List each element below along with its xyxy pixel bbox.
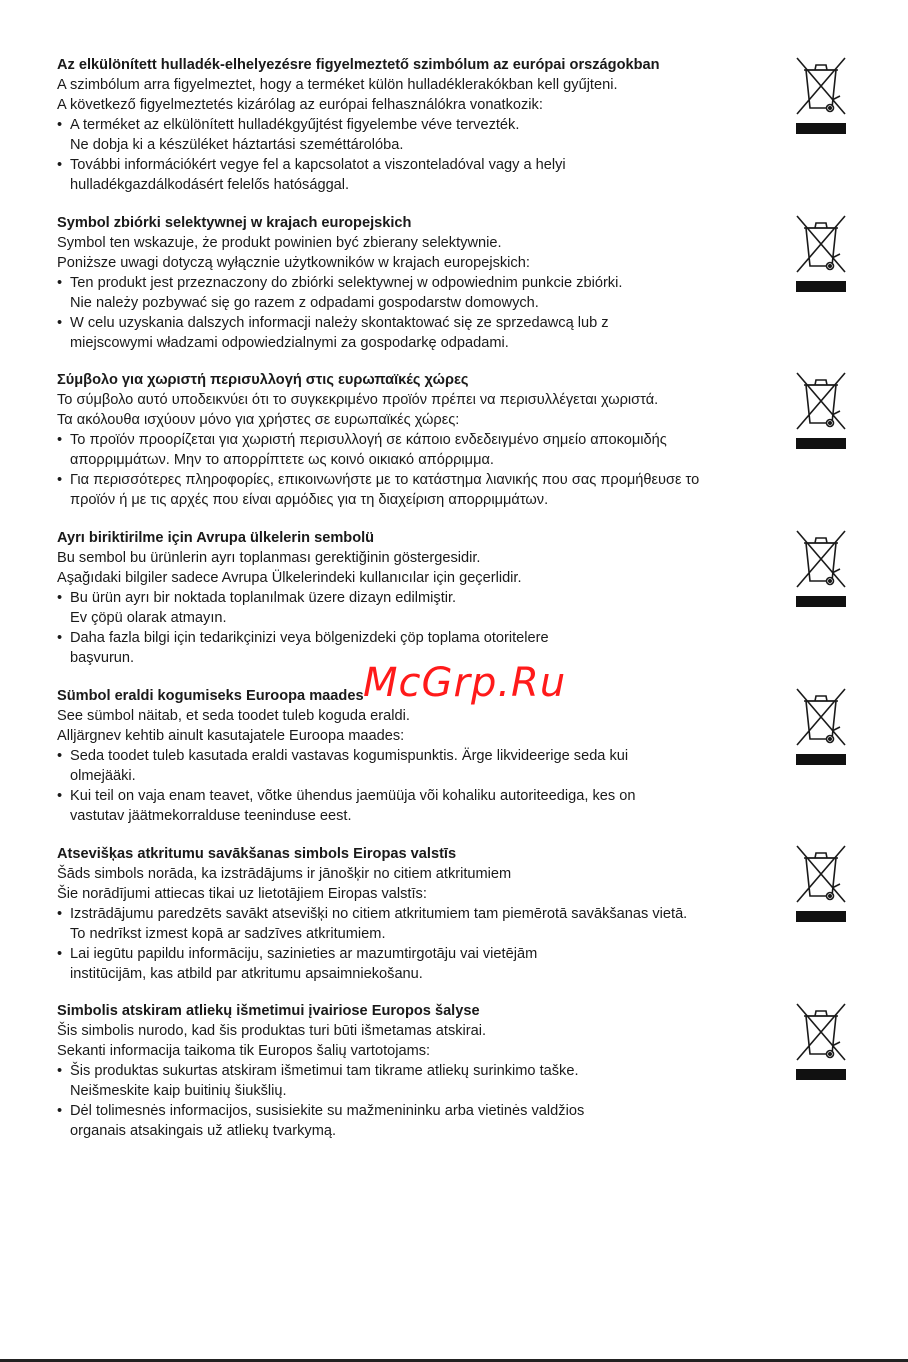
bullet-item: • Bu ürün ayrı bir noktada toplanılmak üzere dizayn edilmiştir. xyxy=(57,588,787,608)
section-title: Σύμβολο για χωριστή περισυλλογή στις ευρωπαϊκές χώρες xyxy=(57,372,469,388)
section-line: Šie norādījumi attiecas tikai uz lietotājiem Eiropas valstīs: xyxy=(57,886,427,902)
section-line: See sümbol näitab, et seda toodet tuleb koguda eraldi. xyxy=(57,708,410,724)
section-line: A szimbólum arra figyelmeztet, hogy a terméket külön hulladéklerakókban kell gyűjteni. xyxy=(57,77,618,93)
bullet-item: • További információkért vegye fel a kapcsolatot a viszonteladóval vagy a helyi xyxy=(57,155,787,175)
watermark: McGrp.Ru xyxy=(363,660,567,706)
section-greek xyxy=(57,370,787,510)
bullet-continuation: miejscowymi władzami odpowiedzialnymi za gospodarkę odpadami. xyxy=(70,335,509,351)
bullet-item: • Seda toodet tuleb kasutada eraldi vastavas kogumispunktis. Ärge likvideerige seda kui xyxy=(57,746,787,766)
crossed-out-wheelie-bin-icon xyxy=(793,529,849,609)
bullet-continuation: organais atsakingais už atliekų tvarkymą. xyxy=(70,1123,337,1139)
section-line: Symbol ten wskazuje, że produkt powinien być zbierany selektywnie. xyxy=(57,235,502,251)
section-title: Sümbol eraldi kogumiseks Euroopa maades xyxy=(57,688,364,704)
section-line: Τα ακόλουθα ισχύουν μόνο για χρήστες σε ευρωπαϊκές χώρες: xyxy=(57,412,460,428)
section-line: Sekanti informacija taikoma tik Europos šalių vartotojams: xyxy=(57,1043,431,1059)
section-line: Šāds simbols norāda, ka izstrādājums ir jānošķir no citiem atkritumiem xyxy=(57,866,512,882)
bullet-item: • A terméket az elkülönített hulladékgyűjtést figyelembe véve tervezték. xyxy=(57,115,787,135)
section-turkish xyxy=(57,528,787,668)
section-line: Aşağıdaki bilgiler sadece Avrupa Ülkelerindeki kullanıcılar için geçerlidir. xyxy=(57,570,522,586)
section-latvian xyxy=(57,844,787,984)
crossed-out-wheelie-bin-icon xyxy=(793,687,849,767)
section-line: Alljärgnev kehtib ainult kasutajatele Euroopa maades: xyxy=(57,728,405,744)
bullet-continuation: vastutav jäätmekorralduse teeninduse eest. xyxy=(70,808,352,824)
section-line: A következő figyelmeztetés kizárólag az európai felhasználókra vonatkozik: xyxy=(57,97,543,113)
section-title: Az elkülönített hulladék-elhelyezésre figyelmeztető szimbólum az európai országokban xyxy=(57,57,660,73)
bullet-continuation: Ev çöpü olarak atmayın. xyxy=(70,610,227,626)
bullet-item: • Lai iegūtu papildu informāciju, sazinieties ar mazumtirgotāju vai vietējām xyxy=(57,944,787,964)
section-hungarian xyxy=(57,55,787,195)
bullet-continuation: institūcijām, kas atbild par atkritumu apsaimniekošanu. xyxy=(70,966,423,982)
bullet-item: • Για περισσότερες πληροφορίες, επικοινωνήστε με το κατάστημα λιανικής που σας προμήθευσε το xyxy=(57,470,787,490)
section-lithuanian xyxy=(57,1001,787,1141)
bullet-item: • Daha fazla bilgi için tedarikçinizi veya bölgenizdeki çöp toplama otoritelere xyxy=(57,628,787,648)
section-title: Symbol zbiórki selektywnej w krajach europejskich xyxy=(57,215,412,231)
bullet-continuation: προϊόν ή με τις αρχές που είναι αρμόδιες για τη διαχείριση απορριμμάτων. xyxy=(70,492,549,508)
crossed-out-wheelie-bin-icon xyxy=(793,1002,849,1082)
crossed-out-wheelie-bin-icon xyxy=(793,56,849,136)
section-estonian xyxy=(57,686,787,826)
bullet-item: • W celu uzyskania dalszych informacji należy skontaktować się ze sprzedawcą lub z xyxy=(57,313,787,333)
bullet-continuation: başvurun. xyxy=(70,650,135,666)
bullet-item: • Dėl tolimesnės informacijos, susisiekite su mažmenininku arba vietinės valdžios xyxy=(57,1101,787,1121)
bullet-continuation: Ne dobja ki a készüléket háztartási szeméttárolóba. xyxy=(70,137,404,153)
section-title: Atsevišķas atkritumu savākšanas simbols Eiropas valstīs xyxy=(57,846,457,862)
crossed-out-wheelie-bin-icon xyxy=(793,844,849,924)
bullet-continuation: απορριμμάτων. Μην το απορρίπτετε ως κοινό οικιακό απόρριμμα. xyxy=(70,452,494,468)
section-line: Το σύμβολο αυτό υποδεικνύει ότι το συγκεκριμένο προϊόν πρέπει να περισυλλέγεται χωριστά. xyxy=(57,392,659,408)
bullet-continuation: hulladékgazdálkodásért felelős hatósággal. xyxy=(70,177,350,193)
crossed-out-wheelie-bin-icon xyxy=(793,371,849,451)
bullet-continuation: To nedrīkst izmest kopā ar sadzīves atkritumiem. xyxy=(70,926,386,942)
section-polish xyxy=(57,213,787,353)
section-line: Poniższe uwagi dotyczą wyłącznie użytkowników w krajach europejskich: xyxy=(57,255,530,271)
section-line: Šis simbolis nurodo, kad šis produktas turi būti išmetamas atskirai. xyxy=(57,1023,487,1039)
bullet-continuation: olmejääki. xyxy=(70,768,136,784)
bullet-item: • Kui teil on vaja enam teavet, võtke ühendus jaemüüja või kohaliku autoriteediga, kes on xyxy=(57,786,787,806)
bullet-item: • Izstrādājumu paredzēts savākt atsevišķi no citiem atkritumiem tam piemērotā savākšanas vietā. xyxy=(57,904,787,924)
bullet-item: • Το προϊόν προορίζεται για χωριστή περισυλλογή σε κάποιο ενδεδειγμένο σημείο αποκομιδής xyxy=(57,430,787,450)
bullet-continuation: Nie należy pozbywać się go razem z odpadami gospodarstw domowych. xyxy=(70,295,539,311)
section-title: Simbolis atskiram atliekų išmetimui įvairiose Europos šalyse xyxy=(57,1003,480,1019)
bullet-item: • Šis produktas sukurtas atskiram išmetimui tam tikrame atliekų surinkimo taške. xyxy=(57,1061,787,1081)
section-line: Bu sembol bu ürünlerin ayrı toplanması gerektiğinin göstergesidir. xyxy=(57,550,481,566)
section-title: Ayrı biriktirilme için Avrupa ülkelerin sembolü xyxy=(57,530,375,546)
bullet-item: • Ten produkt jest przeznaczony do zbiórki selektywnej w odpowiednim punkcie zbiórki. xyxy=(57,273,787,293)
crossed-out-wheelie-bin-icon xyxy=(793,214,849,294)
bullet-continuation: Neišmeskite kaip buitinių šiukšlių. xyxy=(70,1083,287,1099)
